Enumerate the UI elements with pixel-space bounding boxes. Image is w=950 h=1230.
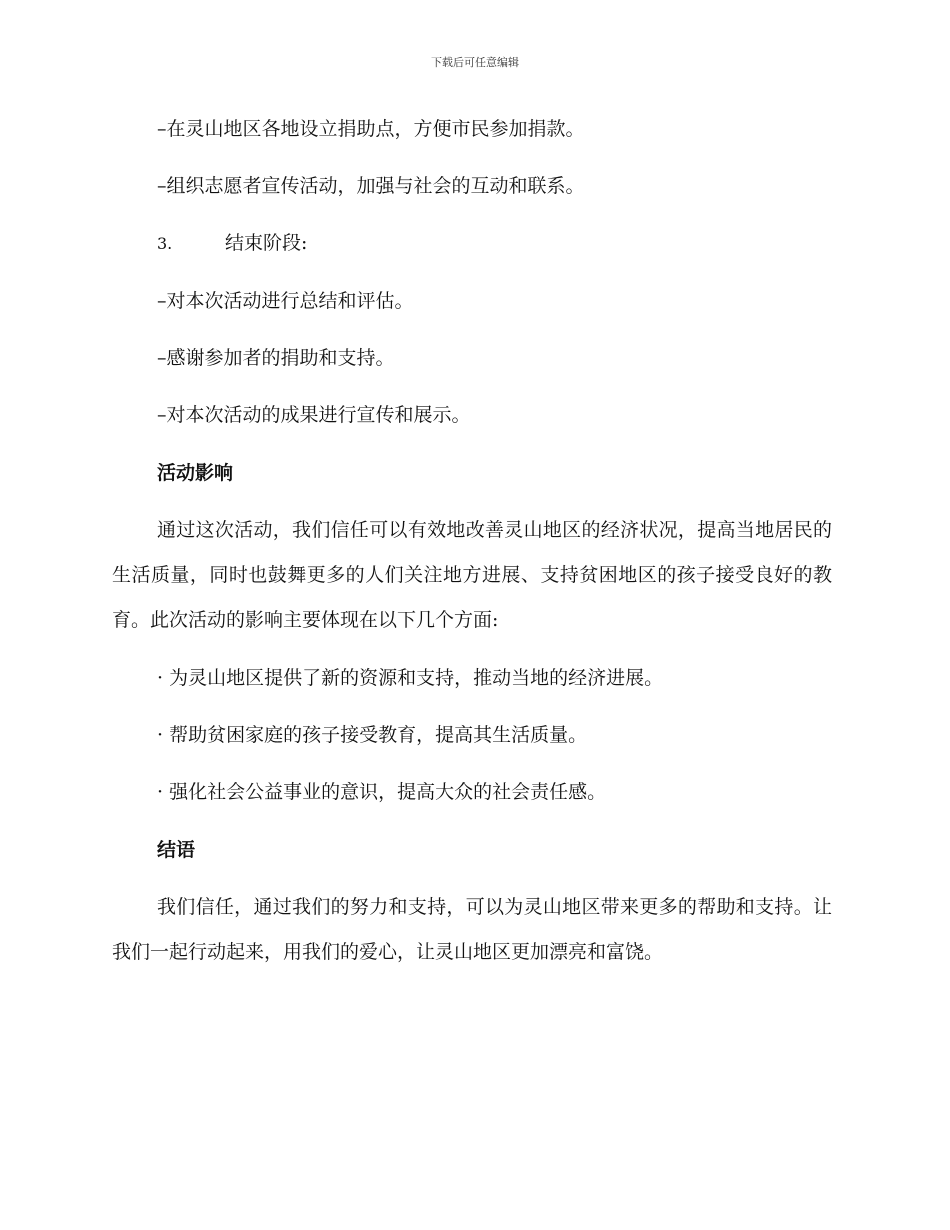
bullet-item: · 帮助贫困家庭的孩子接受教育，提高其生活质量。 [157,724,588,746]
list-item: –在灵山地区各地设立捐助点，方便市民参加捐款。 [157,118,585,140]
impact-paragraph: 通过这次活动，我们信任可以有效地改善灵山地区的经济状况，提高当地居民的生活质量，同时也鼓舞更多的人们关注地方进展、支持贫困地区的孩子接受良好的教育。此次活动的影响主要体现在以下几个方面: [112,519,832,631]
list-item: –组织志愿者宣传活动，加强与社会的互动和联系。 [157,175,585,197]
conclusion-heading: 结语 [157,839,196,861]
page-header-note: 下载后可任意编辑 [431,56,519,69]
conclusion-paragraph: 我们信任，通过我们的努力和支持，可以为灵山地区带来更多的帮助和支持。让我们一起行动起来，用我们的爱心，让灵山地区更加漂亮和富饶。 [112,896,832,963]
section-number: 3. [157,234,173,253]
list-item: –对本次活动的成果进行宣传和展示。 [157,404,471,426]
impact-heading: 活动影响 [157,462,234,484]
bullet-item: · 强化社会公益事业的意识，提高大众的社会责任感。 [157,781,607,803]
bullet-item: · 为灵山地区提供了新的资源和支持，推动当地的经济进展。 [157,667,664,689]
section-phase3-title [157,230,307,257]
list-item: –感谢参加者的捐助和支持。 [157,347,395,369]
list-item: –对本次活动进行总结和评估。 [157,290,414,312]
section-title: 结束阶段: [225,232,308,254]
